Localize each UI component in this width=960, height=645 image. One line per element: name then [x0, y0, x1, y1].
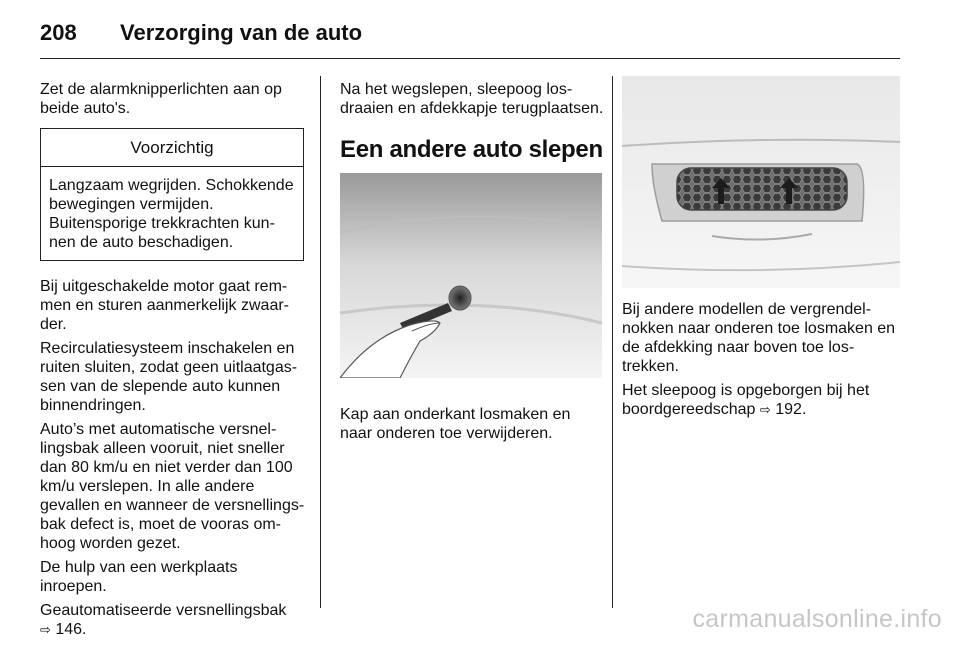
reference-text: Geautomatiseerde versnellingsbak	[40, 602, 287, 619]
column-divider	[320, 76, 321, 608]
page-title: Verzorging van de auto	[120, 20, 363, 45]
column-right	[622, 300, 902, 425]
page-header	[40, 18, 900, 59]
caution-box	[40, 128, 304, 261]
reference-text: Het sleepoog is opgeborgen bij het boordgereedschap	[622, 382, 870, 418]
paragraph-with-reference	[622, 381, 902, 420]
column-left	[40, 80, 305, 645]
page-number: 208	[40, 20, 77, 45]
caution-body: Langzaam wegrijden. Schokkende bewegingen vermijden. Buitensporige trekkrachten kunnen de auto beschadigen.	[49, 177, 294, 251]
paragraph-with-reference	[40, 601, 305, 640]
paragraph: Recirculatiesysteem inschakelen en ruiten sluiten, zodat geen uitlaatgassen van de slepende auto kunnen binnendringen.	[40, 340, 298, 414]
page-reference-arrow-icon: ⇨	[40, 623, 51, 638]
intro-paragraph: Na het wegslepen, sleepoog losdraaien en afdekkapje terugplaatsen.	[340, 81, 604, 117]
paragraph: Auto’s met automatische versnellingsbak alleen vooruit, niet sneller dan 80 km/u en niet verder dan 100 km/u verslepen. In alle andere gevallen en wanneer de versnellingsbak defect is, moet de vooras omhoog worden gezet.	[40, 421, 305, 552]
caution-title: Voorzichtig	[41, 129, 303, 167]
paragraph: Bij andere modellen de vergrendelnokken naar onderen toe losmaken en de afdekking naar boven toe lostrekken.	[622, 301, 896, 375]
watermark: carmanualsonline.info	[692, 605, 942, 633]
page-reference-arrow-icon: ⇨	[759, 403, 771, 418]
figure-caption: Kap aan onderkant losmaken en naar onderen toe verwijderen.	[340, 406, 571, 442]
bumper-cover-figure	[340, 173, 602, 378]
page-reference-link[interactable]: 192.	[775, 401, 807, 418]
grille-cover-figure	[622, 76, 900, 288]
column-middle	[340, 80, 605, 448]
column-divider	[612, 76, 613, 608]
page-reference-link[interactable]: 146.	[55, 621, 87, 638]
tow-eye-cover-illustration	[622, 76, 900, 288]
paragraph: De hulp van een werkplaats inroepen.	[40, 559, 238, 595]
intro-paragraph: Zet de alarmknipperlichten aan op beide auto's.	[40, 81, 282, 117]
section-heading: Een andere auto slepen	[340, 136, 603, 163]
paragraph: Bij uitgeschakelde motor gaat remmen en sturen aanmerkelijk zwaarder.	[40, 278, 289, 333]
towing-cover-illustration	[340, 173, 605, 383]
